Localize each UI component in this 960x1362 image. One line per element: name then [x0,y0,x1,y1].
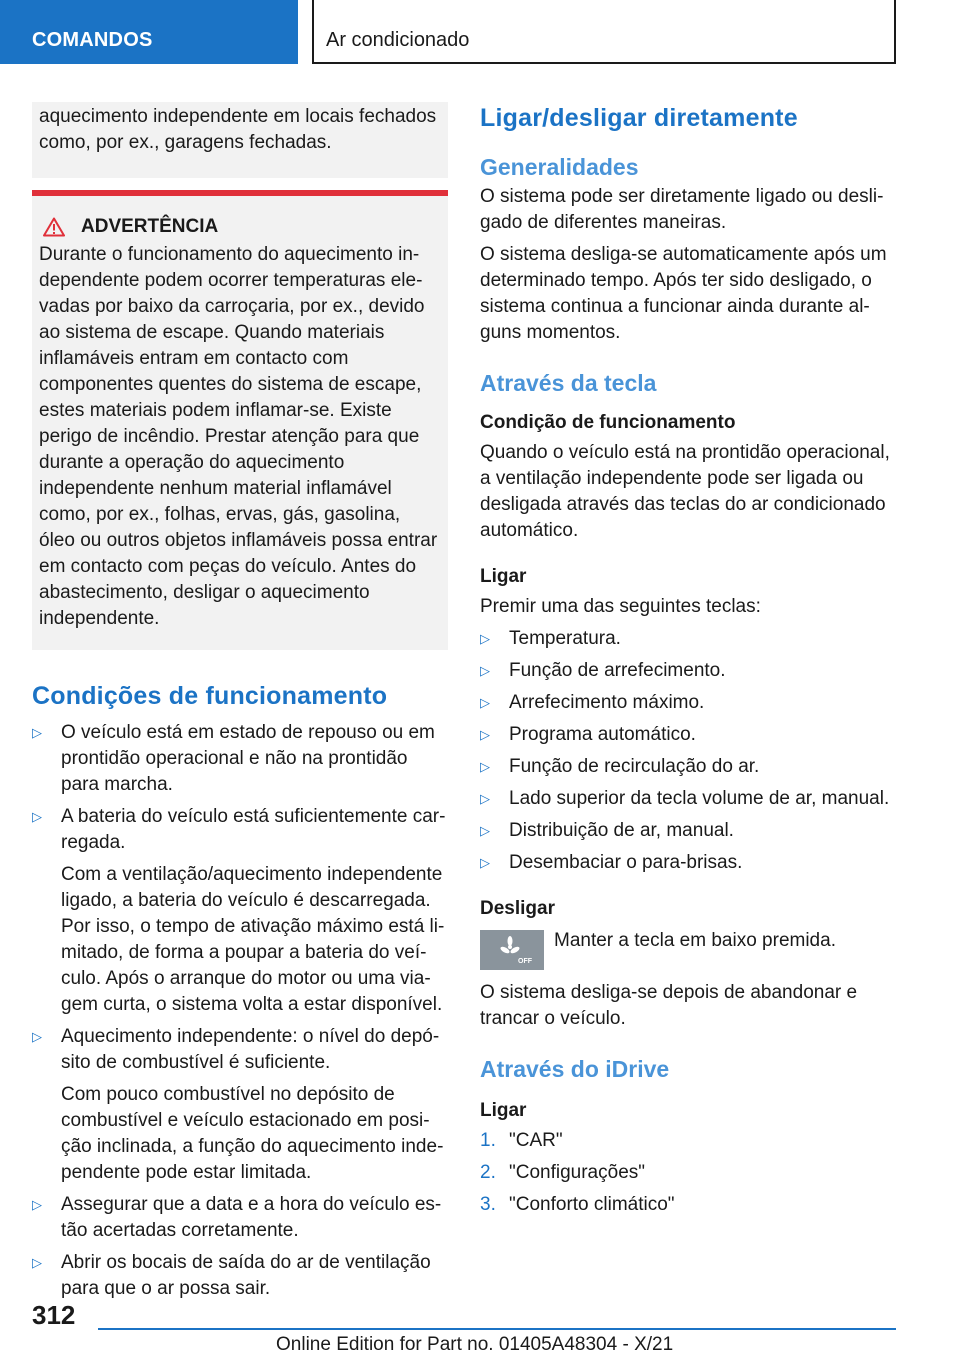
section-heading-direct: Ligar/desligar diretamente [480,104,798,132]
subheading-off: Desligar [480,898,555,919]
triangle-bullet-icon: ▷ [480,695,490,710]
list-item: ▷ Desembaciar o para-brisas. [480,850,896,876]
list-item: ▷ A bateria do veículo está suficientemente carregada. Com a ventilação/aquecimento independente ligado, a bateria do veículo é descarregada. Por isso, o tempo de ativação máximo está limitado, de forma a poupar a bateria do veículo. Após o arranque do motor ou uma viagem curta, o sistema volta a estar disponível. [32,806,446,1015]
subheading-idrive: Através do iDrive [480,1056,670,1082]
triangle-bullet-icon: ▷ [32,1029,42,1044]
subheading-general: Generalidades [480,154,639,180]
list-item: ▷ Função de recirculação do ar. [480,754,896,780]
paragraph: O sistema desliga-se automaticamente após um determinado tempo. Após ter sido desligado, o sistema continua a funcionar ainda durante alguns momentos. [480,244,887,343]
list-item: ▷ Abrir os bocais de saída do ar de ventilação para que o ar possa sair. [32,1252,431,1299]
warning-box [32,190,448,650]
subheading-on-idrive: Ligar [480,1100,527,1121]
note-box [32,102,448,178]
triangle-bullet-icon: ▷ [32,809,42,824]
list-item: ▷ Programa automático. [480,722,896,748]
list-item: ▷ Função de arrefecimento. [480,658,896,684]
triangle-bullet-icon: ▷ [32,725,42,740]
triangle-bullet-icon: ▷ [480,855,490,870]
idrive-steps [480,1128,896,1218]
list-item: 1. "CAR" [480,1130,563,1151]
triangle-bullet-icon: ▷ [480,759,490,774]
list-item: ▷ Temperatura. [480,626,896,652]
topic-tab [312,0,896,64]
triangle-bullet-icon: ▷ [480,791,490,806]
paragraph: Manter a tecla em baixo premida. [554,930,836,951]
list-item: ▷ O veículo está em estado de repouso ou em prontidão operacional e não na prontidão para marcha. [32,722,435,795]
subheading-key: Através da tecla [480,370,657,396]
section-tab [0,0,298,64]
subheading-on: Ligar [480,566,527,587]
paragraph: Quando o veículo está na prontidão operacional, a ventilação independente pode ser ligada ou desligada através das teclas do ar condicionado automático. [480,442,890,541]
triangle-bullet-icon: ▷ [480,727,490,742]
subheading-condition: Condição de funcionamento [480,412,736,433]
list-item: ▷ Distribuição de ar, manual. [480,818,896,844]
triangle-bullet-icon: ▷ [32,1255,42,1270]
triangle-bullet-icon: ▷ [480,631,490,646]
footer-divider [98,1328,896,1330]
note-text: aquecimento independente em locais fechados como, por ex., garagens fechadas. [39,106,437,153]
right-column [480,102,896,1224]
list-item: ▷ Aquecimento independente: o nível do depósito de combustível é suficiente. Com pouco combustível no depósito de combustível e veículo estacionado em posição inclinada, a função do aquecimento independente pode estar limitada. [32,1026,444,1183]
warning-text: Durante o funcionamento do aquecimento independente podem ocorrer temperaturas elevadas por baixo da carroçaria, por ex., devido ao sistema de escape. Quando materiais inflamáveis entram em contacto com componentes quentes do sistema de escape, estes materiais podem inflamar-se. Existe perigo de incêndio. Prestar atenção para que durante a operação do aquecimento independente nenhum material inflamável como, por ex., folhas, ervas, gás, gasolina, óleo ou outros objetos inflamáveis possa entrar em contacto com peças do veículo. Antes do abastecimento, desligar o aquecimento independente. [39,244,438,629]
list-item: ▷ Arrefecimento máximo. [480,690,896,716]
paragraph: Premir uma das seguintes teclas: [480,596,761,617]
list-item: 2. "Configurações" [480,1162,646,1183]
conditions-list [32,720,448,1302]
section-heading-conditions: Condições de funcionamento [32,682,388,710]
topic-title: Ar condicionado [326,29,470,51]
paragraph: O sistema pode ser diretamente ligado ou desligado de diferentes maneiras. [480,186,884,233]
footer-edition: Online Edition for Part no. 01405A48304 - X/21 [276,1334,674,1355]
key-instruction [480,928,896,970]
warning-title: ADVERTÊNCIA [81,216,219,237]
list-item: ▷ Assegurar que a data e a hora do veículo estão acertadas corretamente. [32,1194,442,1241]
page-number: 312 [32,1300,76,1330]
paragraph: O sistema desliga-se depois de abandonar e trancar o veículo. [480,982,858,1029]
key-label: OFF [518,958,532,965]
triangle-bullet-icon: ▷ [32,1197,42,1212]
warning-triangle-icon [43,217,65,237]
triangle-bullet-icon: ▷ [480,823,490,838]
triangle-bullet-icon: ▷ [480,663,490,678]
section-title: COMANDOS [32,29,153,51]
warning-header [39,216,441,238]
list-item: 3. "Conforto climático" [480,1194,675,1215]
left-column [32,102,448,1308]
fan-off-key-icon [480,930,544,970]
list-item: ▷ Lado superior da tecla volume de ar, manual. [480,786,896,812]
keys-list [480,626,896,876]
